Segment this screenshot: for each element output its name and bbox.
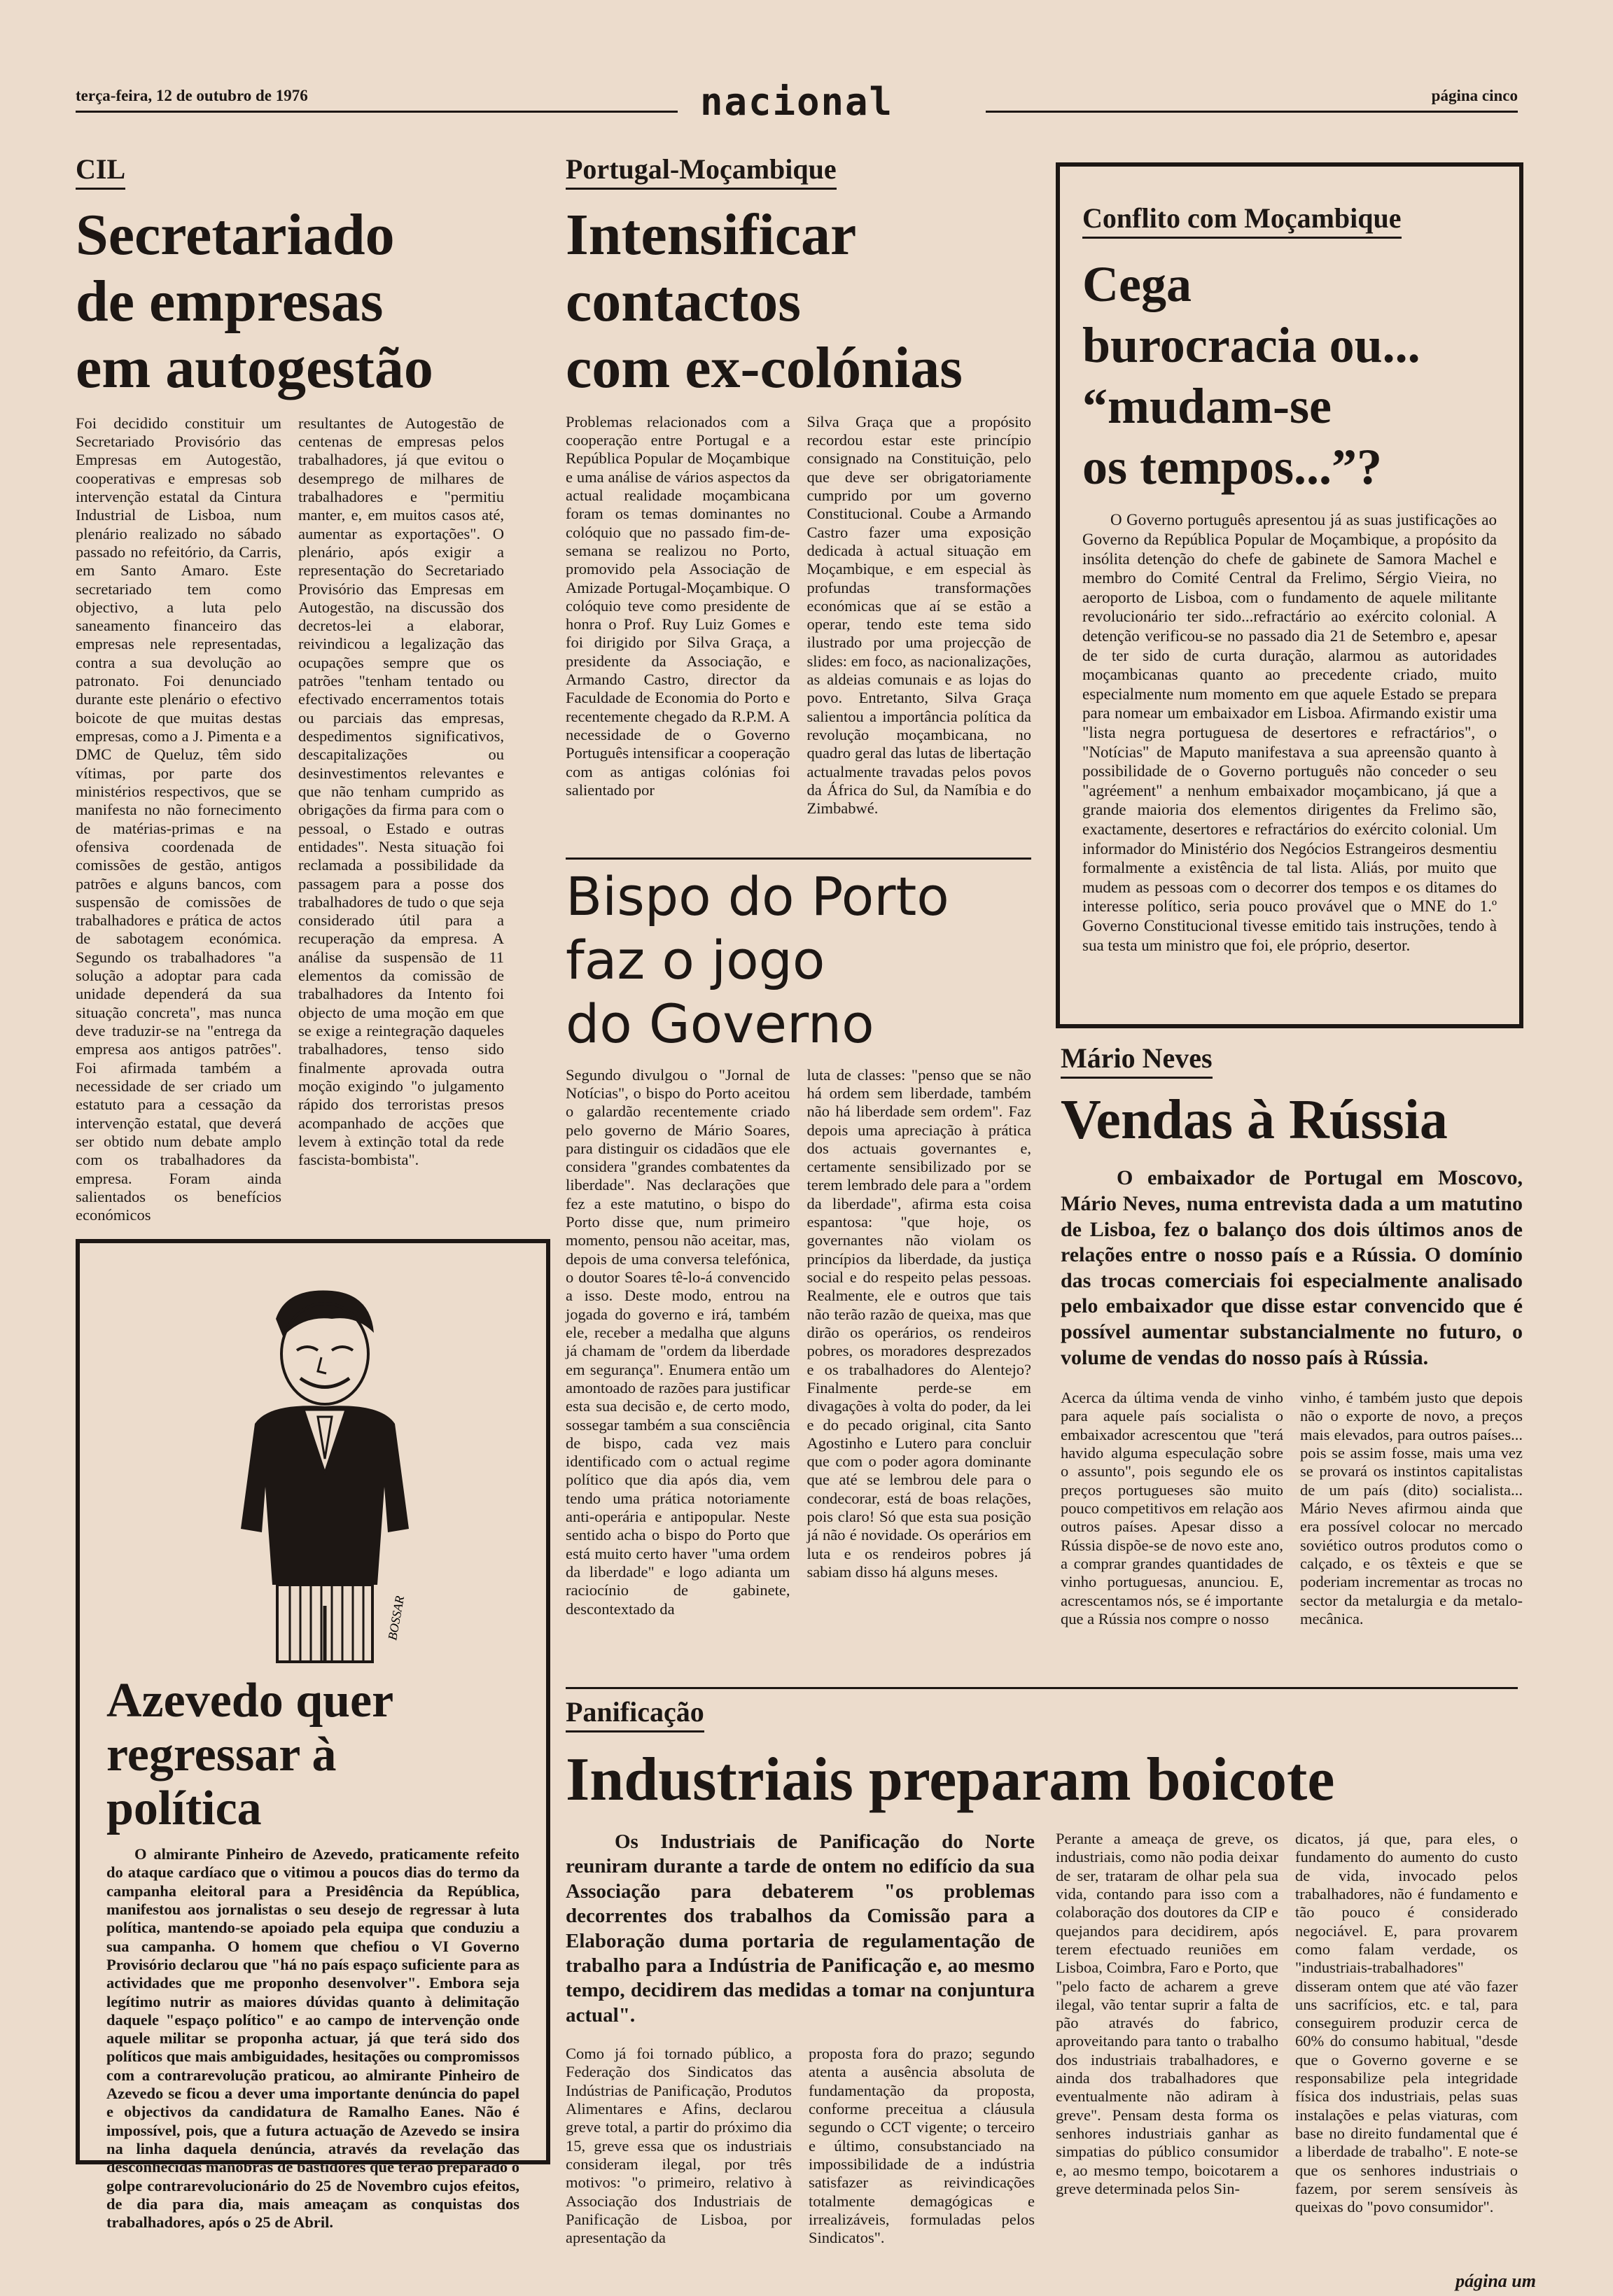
article-headline bbox=[566, 864, 1031, 1056]
article-russia bbox=[1061, 1043, 1523, 1663]
body-column: luta de classes: "penso que se não há ordem sem liberdade, também não há liberdade sem ordem". Faz depois uma apreciação à prática dos actuais governantes e, certamente sensibilizado por se terem lembrado dele para a "ordem da liberdade", afirma esta coisa espantosa: "que hoje, os governantes não violam os princípios da liberdade, da justiça social e do respeito pelas pessoas. Realmente, ele e outros que tais não terão razão de queixa, mas que dirão os operários, os rendeiros pobres, os moradores desprezados e os trabalhadores do Alentejo? Finalmente perde-se em divagações à volta do poder, da lei e do pecado original, cita Santo Agostinho e Lutero para concluir que com o poder agora dominante que até se lembrou dele para o condecorar, está de boas relações, pois claro! Só que esta sua posição já não é novidade. Os operários em luta e os rendeiros pobres já sabiam disso há alguns meses. bbox=[806, 1065, 1031, 1581]
article-lead: O embaixador de Portugal em Moscovo, Mário Neves, numa entrevista dada a um matutino de Lisboa, fez o balanço dos dois últimos anos de relações entre o nosso país e a Rússia. O domínio das trocas comerciais foi especialmente analisado pelo embaixador que disse estar convencido que é possível aumentar substancialmente no futuro, o volume de vendas do nosso país à Rússia. bbox=[1061, 1166, 1523, 1369]
article-headline bbox=[1082, 254, 1497, 498]
footer-fragment: página um bbox=[1455, 2271, 1536, 2291]
headline-line: Bispo do Porto bbox=[566, 865, 949, 927]
article-panificacao bbox=[566, 1697, 1518, 2290]
article-lead: Os Industriais de Panificação do Norte reuniram durante a tarde de ontem no edifício da sua Associação para debaterem "os problemas decorrentes dos trabalhos da Comissão para a Elaboração duma portaria de regulamentação de trabalho para a Indústria de Panificação e, ao mesmo tempo, decidirem das medidas a tomar na conjuntura actual". bbox=[566, 1830, 1035, 2026]
headline-line: burocracia ou... bbox=[1082, 317, 1420, 374]
body-column: resultantes de Autogestão de centenas de empresas pelos trabalhadores, já que evitou o desemprego de milhares de trabalhadores e "permitiu manter, e, em muitos casos até, aumentar as exportações". O plenário, após exigir a representação do Secretariado Provisório das Empresas em Autogestão, na discussão dos decretos-lei a elaborar, reivindicou a legalização das ocupações sempre que os patrões "tenham tentado ou efectivado encerramentos totais ou parciais das empresas, despedimentos significativos, descapitalizações ou desinvestimentos relevantes e que não tenham cumprido as obrigações da firma para com o pessoal, o Estado e outras entidades". Nesta situação foi reclamada a possibilidade da passagem para a posse dos trabalhadores de tudo o que seja considerado útil para a recuperação da empresa. A análise da suspensão de 11 elementos da comissão de trabalhadores da Intento foi objecto de uma moção em que se exige a reintegração daqueles trabalhadores, tenso sido finalmente aprovada outra moção exigindo "o julgamento rápido dos terroristas presos acompanhado de acções que levem à extinção total da rede fascista-bombista". bbox=[298, 414, 504, 1169]
article-headline: Industriais preparam boicote bbox=[566, 1746, 1335, 1814]
article-headline bbox=[566, 202, 1031, 402]
body-column: dicatos, já que, para eles, o fundamento do aumento do custo de vida, invocado pelos trabalhadores, não é fundamento e tão pouco é considerado negociável. E, para provarem como falam verdade, os "industriais-trabalhadores" disseram ontem que até vão fazer uns sacrifícios, etc. e tal, para conseguirem produzir cerca de 60% do consumo habitual, "desde que o Governo governe e se responsabilize pela integridade física dos industriais, pelas suas instalações e pelas viaturas, com base no direito fundamental que é a liberdade de trabalho". E note-se que os senhores industriais o fazem, por serem sensíveis às queixas do "povo consumidor". bbox=[1295, 1830, 1518, 2216]
article-body bbox=[566, 1830, 1518, 2290]
body-column: Problemas relacionados com a cooperação entre Portugal e a República Popular de Moçambique e uma análise de vários aspectos da actual realidade moçambicana foram os temas dominantes no colóquio que no passado fim-de-semana se realizou no Porto, promovido pela Associação de Amizade Portugal-Moçambique. O colóquio teve como presidente de honra o Prof. Ruy Luiz Gomes e foi dirigido por Silva Graça, a presidente da Associação, e Armando Castro, director da Faculdade de Economia do Porto e recentemente chegado da R.P.M. A necessidade de o Governo Português intensificar a cooperação com as antigas colónias foi salientado por bbox=[566, 412, 790, 799]
headline-line: regressar à bbox=[106, 1728, 337, 1782]
body-column: O Governo português apresentou já as suas justificações ao Governo da República Popular de Moçambique, a propósito da insólita detenção do chefe de gabinete de Samora Machel e membro do Comité Central da Frelimo, Sérgio Vieira, no aeroporto de Lisboa, com o fundamento de aquele militante revolucionário ter sido...refractário ao exército colonial. A detenção verificou-se no passado dia 21 de Setembro e, apesar de ter sido de curta duração, alarmou as autoridades moçambicanas quanto ao precedente criado, muito especialmente num momento em que aquele Estado se prepara para nomear um embaixador em Lisboa. Afirmando existir uma "lista negra portuguesa de desertores e refractários", o "Notícias" de Maputo manifestava a sua apreensão quanto à possibilidade de o Governo português não conceder o seu "agréement" a nenhum embaixador moçambicano, já que a grande maioria dos elementos dirigentes da Frelimo são, exactamente, desertores e refractários do exército colonial. Um informador do Ministério dos Negócios Estrangeiros desmentiu formalmente a existência de tal lista. Aliás, por muito que mudem as pessoas com o decorrer dos tempos e os ditames do interesse político, seria pouco provável que o MNE do 1.º Governo Constitucional tivesse emitido tais instruções, tendo à sua testa um ministro que foi, ele próprio, desertor. bbox=[1082, 511, 1497, 954]
body-column: Segundo divulgou o "Jornal de Notícias", o bispo do Porto aceitou o galardão recentemente criado pelo governo de Mário Soares, para distinguir os cidadãos que ele considera "grandes combatentes da liberdade". Nas declarações que fez a este matutino, o bispo do Porto disse que, num primeiro momento, pensou não aceitar, mas, depois de uma conversa telefónica, o doutor Soares tê-lo-á convencido a isso. Deste modo, entrou na jogada do governo e irá, também ele, receber a medalha que alguns já chamam de "ordem da liberdade em segurança". Enumera então um amontoado de razões para justificar esta sua decisão e, de certo modo, sossegar também a sua consciência de bispo, cada vez mais identificado com o actual regime político que dia após dia, vem tendo uma prática notoriamente anti-operária e antipopular. Neste sentido acha o bispo do Porto que está muito certo haver "uma ordem da liberdade" e logo adianta um raciocínio de gabinete, descontextado da bbox=[566, 1065, 790, 1618]
body-column: Foi decidido constituir um Secretariado Provisório das Empresas em Autogestão, cooperativas e empresas sob intervenção estatal da Cintura Industrial de Lisboa, num plenário realizado no sábado passado no refeitório, da Carris, em Santo Amaro. Este secretariado tem como objectivo, a luta pelo saneamento financeiro das empresas nele representadas, contra a sua devolução ao patronato. Foi denunciado durante este plenário o efectivo boicote de que muitas destas empresas, como a J. Pimenta e a DMC de Queluz, têm sido vítimas, por parte dos ministérios respectivos, que se manifesta no não fornecimento de matérias-primas e na ofensiva coordenada de comissões de gestão, antigos patrões e alguns bancos, com suspensão de comissões de trabalhadores e prática de actos de sabotagem económica. Segundo os trabalhadores "a solução a adoptar para cada unidade dependerá da sua situação concreta", mas nunca deve traduzir-se na "entrega da empresa aos antigos patrões". Foi afirmada também a necessidade de ser criado um estatuto para a cessação da intervenção estatal, que deverá ser obtido num debate amplo com os trabalhadores da empresa. Foram ainda salientados os benefícios económicos bbox=[76, 414, 281, 1224]
body-column: vinho, é também justo que depois não o exporte de novo, a preços mais elevados, para outros países... pois se assim fosse, mais uma vez se provará os instintos capitalistas de um país (dito) socialista... Mário Neves afirmou ainda que era possível colocar no mercado soviético outros produtos como o calçado, e os têxteis e que se poderiam incrementar as trocas no sector da metalurgia e da metalo-mecânica. bbox=[1300, 1389, 1523, 1628]
box-inner bbox=[106, 1674, 519, 2232]
headline-line: os tempos...”? bbox=[1082, 439, 1382, 496]
article-body bbox=[1061, 1389, 1523, 1663]
article-kicker: Panificação bbox=[566, 1697, 704, 1732]
headline-line: contactos bbox=[566, 268, 801, 334]
article-kicker: Mário Neves bbox=[1061, 1043, 1213, 1079]
headline-line: do Governo bbox=[566, 993, 874, 1056]
article-kicker: CIL bbox=[76, 154, 125, 190]
section-divider bbox=[566, 1687, 1518, 1689]
lead-columns bbox=[566, 2045, 1035, 2290]
article-body bbox=[566, 413, 1031, 846]
boxed-article-azevedo bbox=[76, 1239, 550, 2232]
headline-line: “mudam-se bbox=[1082, 378, 1332, 435]
section-title-text: nacional bbox=[690, 80, 903, 124]
cartoon-illustration bbox=[213, 1277, 423, 1669]
section-divider bbox=[566, 858, 1031, 860]
headline-line: Azevedo quer bbox=[106, 1674, 394, 1728]
headline-line: de empresas bbox=[76, 268, 384, 334]
left-block bbox=[566, 1830, 1035, 2290]
headline-line: em autogestão bbox=[76, 335, 433, 400]
article-headline bbox=[76, 202, 504, 402]
article-kicker: Portugal-Moçambique bbox=[566, 154, 837, 190]
article-bispo bbox=[566, 864, 1031, 1808]
article-cil bbox=[76, 153, 504, 1224]
page-number: página cinco bbox=[1431, 87, 1518, 104]
body-column: proposta fora do prazo; segundo atenta a ausência absoluta de fundamentação da proposta, conforme preceitua a cláusula segundo o CCT vigente; o terceiro e último, consubstanciado na impossibilidade de a indústria satisfazer as reivindicações totalmente demagógicas e irrealizáveis, formuladas pelos Sindicatos". bbox=[809, 2045, 1035, 2247]
article-kicker: Conflito com Moçambique bbox=[1082, 203, 1402, 239]
box-inner bbox=[1082, 203, 1497, 965]
body-column: Perante a ameaça de greve, os industriais, como não podia deixar de ser, trataram de olhar pela sua vida, contando para isso com a colaboração dos doutores da CIP e quejandos para decidirem, após terem efectuado reuniões em Lisboa, Coimbra, Faro e Porto, que "pelo facto de acharem a greve ilegal, vão tentar suprir a falta de pão através do fabrico, aproveitando para tanto o trabalho dos industriais trabalhadores, e ainda dos trabalhadores que eventualmente não adiram à greve". Pensam desta forma os senhores industriais ganhar as simpatias do público consumidor e, ao mesmo tempo, boicotarem a greve determinada pelos Sin- bbox=[1056, 1830, 1278, 2197]
section-title bbox=[76, 80, 1518, 124]
article-mocambique bbox=[566, 154, 1031, 846]
article-headline: Vendas à Rússia bbox=[1061, 1089, 1448, 1151]
headline-line: faz o jogo bbox=[566, 929, 825, 992]
cartoon-signature: BOSSAR bbox=[385, 1595, 407, 1642]
headline-line: política bbox=[106, 1782, 262, 1835]
headline-line: Intensificar bbox=[566, 202, 857, 267]
article-headline bbox=[106, 1674, 519, 1835]
boxed-article-conflito bbox=[1056, 162, 1523, 1028]
body-column: Acerca da última venda de vinho para aquele país socialista o embaixador acrescentou que "terá havido alguma especulação sobre o assunto", pois segundo ele os preços portugueses são muito pouco competitivos em relação aos outros países. Apesar disso a Rússia dispõe-se de novo este ano, a comprar grandes quantidades de vinho portuguesas, anunciou. E, acrescentamos nós, se é importante que a Rússia nos compre o nosso bbox=[1061, 1389, 1283, 1628]
headline-line: Cega bbox=[1082, 256, 1192, 312]
headline-line: Secretariado bbox=[76, 202, 395, 267]
article-body bbox=[76, 414, 504, 1224]
headline-line: com ex-colónias bbox=[566, 335, 963, 400]
right-columns bbox=[1056, 1830, 1518, 2278]
article-body: O almirante Pinheiro de Azevedo, praticamente refeito do ataque cardíaco que o vitimou a poucos dias do termo da campanha eleitoral para a Presidência da República, manifestou aos jornalistas o seu desejo de regressar à luta política, mantendo-se apoiado pela equipa que conduziu a sua campanha. O homem que chefiou o VI Governo Provisório declarou que "há no país espaço suficiente para as actividades que me proponho desenvolver". Embora seja legítimo nutrir as maiores dúvidas quanto à delimitação daquele "espaço político" e ao campo de intervenção onde aquele militar se proponha actuar, já que terá sido dos políticos que mais ambiguidades, hesitações ou compromissos com a contrarevolução praticou, ao almirante Pinheiro de Azevedo se ficou a dever uma importante denúncia do papel e objectivos da candidatura de Ramalho Eanes. Não é impossível, pois, que a futura actuação de Azevedo se insira na linha daquela denúncia, através da revelação das desconhecidas manobras de bastidores que terão preparado o golpe contrarevolucionário do 25 de Novembro cujos efeitos, de dia para dia, mais ameaçam as conquistas dos trabalhadores, após o 25 de Abril. bbox=[106, 1845, 519, 2232]
body-column: Silva Graça que a propósito recordou estar este princípio consignado na Constituição, pelo que deve ser obrigatoriamente cumprido por um governo Constitucional. Coube a Armando Castro fazer uma exposição dedicada à actual situação em Moçambique, e em especial às profundas transformações económicas que aí se estão a operar, tendo este tema sido ilustrado por uma projecção de slides: em foco, as nacionalizações, as aldeias comunais e as lojas do povo. Entretanto, Silva Graça salientou a importância política da revolução moçambicana, no quadro geral das lutas de libertação actualmente travadas pelos povos da África do Sul, da Namíbia e do Zimbabwé. bbox=[806, 412, 1031, 818]
masthead bbox=[76, 80, 1518, 125]
body-column: Como já foi tornado público, a Federação dos Sindicatos das Indústrias de Panificação, Produtos Alimentares e Afins, declarou greve total, a partir do próximo dia 15, greve essa que os industriais consideram ilegal, por três motivos: "o primeiro, relativo à Associação dos Industriais de Panificação de Lisboa, por apresentação da bbox=[566, 2045, 792, 2247]
issue-date: terça-feira, 12 de outubro de 1976 bbox=[76, 87, 308, 104]
